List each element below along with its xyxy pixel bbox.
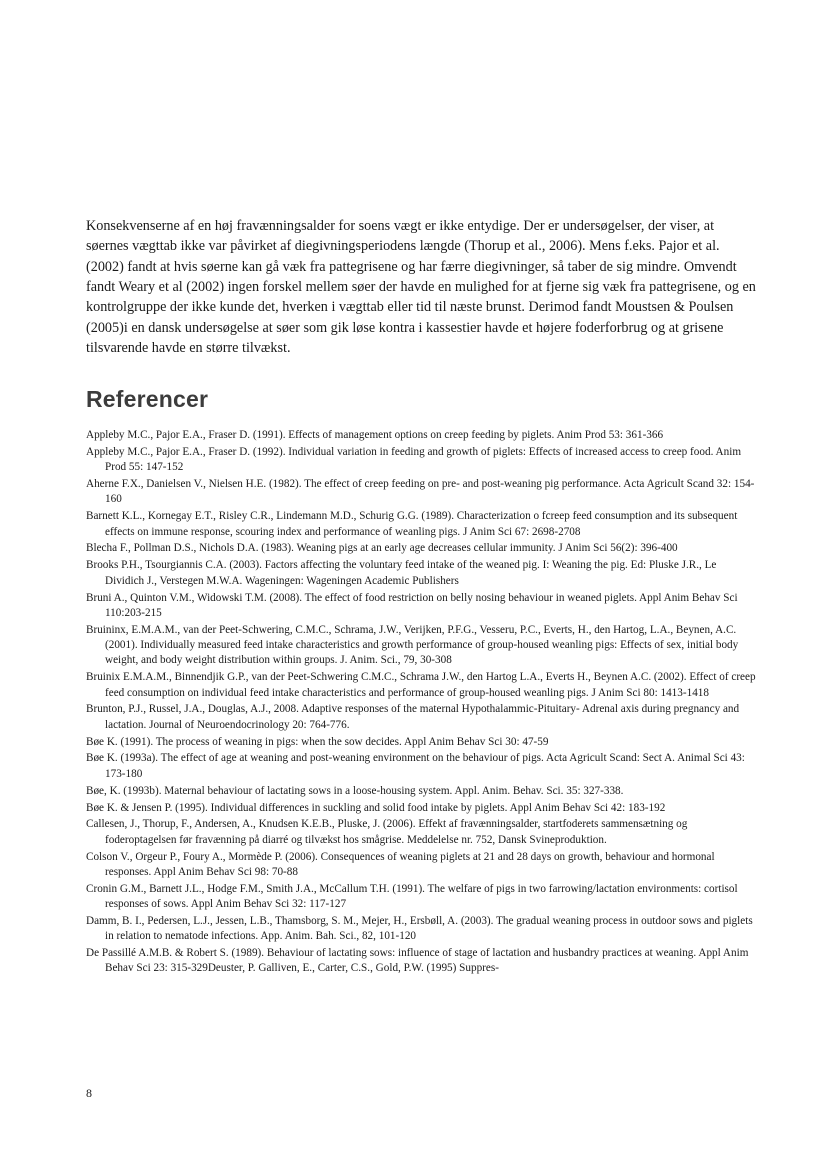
reference-item: Bøe K. (1991). The process of weaning in pigs: when the sow decides. Appl Anim Behav Sci 30: 47-59 xyxy=(86,735,549,748)
reference-item: Bøe K. & Jensen P. (1995). Individual differences in suckling and solid food intake by piglets. Appl Anim Behav Sci 42: 183-192 xyxy=(86,801,666,814)
reference-item: Bruni A., Quinton V.M., Widowski T.M. (2008). The effect of food restriction on belly nosing behaviour in weaned piglets. Appl Anim Behav Sci 110:203-215 xyxy=(86,591,738,619)
page-number: 8 xyxy=(86,1086,92,1100)
reference-item: Blecha F., Pollman D.S., Nichols D.A. (1983). Weaning pigs at an early age decreases cellular immunity. J Anim Sci 56(2): 396-400 xyxy=(86,542,678,555)
reference-item: Bruininx, E.M.A.M., van der Peet-Schwering, C.M.C., Schrama, J.W., Verijken, P.F.G., Vesseru, P.C., Everts, H., den Hartog, L.A., Beynen, A.C.(2001). Individually measured feed intake characteristics and growth performance of group-housed weanling pigs: Effects of sex, initial body weight, and body weight distribution within groups. J. Anim. Sci., 79, 30-308 xyxy=(86,623,739,667)
reference-item: Callesen, J., Thorup, F., Andersen, A., Knudsen K.E.B., Pluske, J. (2006). Effekt af fravænningsalder, startfoderets sammensætning og foderoptagelsen før fravænning på diarré og tilvækst hos smågrise. Meddelelse nr. 752, Dansk Svineproduktion. xyxy=(86,818,688,846)
reference-item: Cronin G.M., Barnett J.L., Hodge F.M., Smith J.A., McCallum T.H. (1991). The welfare of pigs in two farrowing/lactation environments: cortisol responses of sows. Appl Anim Behav Sci 32: 117-127 xyxy=(86,882,738,911)
reference-item: Appleby M.C., Pajor E.A., Fraser D. (1992). Individual variation in feeding and growth of piglets: Effects of increased access to creep food. Anim Prod 55: 147-152 xyxy=(86,445,742,474)
reference-item: Bruinix E.M.A.M., Binnendjik G.P., van der Peet-Schwering C.M.C., Schrama J.W., den Hartog L.A., Everts H., Beynen A.C. (2002). Effect of creep feed consumption on individual feed intake characteristics and performance of group-housed weanling pigs. J Anim Sci 80: 1413-1418 xyxy=(86,671,756,699)
reference-item: Brunton, P.J., Russel, J.A., Douglas, A.J., 2008. Adaptive responses of the maternal Hypothalammic-Pituitary- Adrenal axis during pregnancy and lactation. Journal of Neuroendocrinology 20: 764-776. xyxy=(86,703,740,731)
reference-item: Barnett K.L., Kornegay E.T., Risley C.R., Lindemann M.D., Schurig G.G. (1989). Characterization o fcreep feed consumption and its subsequent effects on immune response, scouring index and performance of weanling pigs. J Anim Sci 67: 2698-2708 xyxy=(86,510,738,538)
reference-item: Bøe K. (1993a). The effect of age at weaning and post-weaning environment on the behaviour of pigs. Acta Agricult Scand: Sect A. Animal Sci 43: 173-180 xyxy=(86,752,745,780)
reference-item: Colson V., Orgeur P., Foury A., Mormède P. (2006). Consequences of weaning piglets at 21 and 28 days on growth, behaviour and hormonal responses. Appl Anim Behav Sci 98: 70-88 xyxy=(86,850,715,878)
reference-item: De Passillé A.M.B. & Robert S. (1989). Behaviour of lactating sows: influence of stage of lactation and husbandry practices at weaning. Appl Anim Behav Sci 23: 315-329Deuster, P. Galliven, E., Carter, C.S., Gold, P.W. (1995) Suppres- xyxy=(86,947,749,975)
reference-list xyxy=(86,428,758,978)
reference-item: Brooks P.H., Tsourgiannis C.A. (2003). Factors affecting the voluntary feed intake of the weaned pig. I: Weaning the pig. Ed: Pluske J.R., Le Dividich J., Verstegen M.W.A. Wageningen: Wageningen Academic Publishers xyxy=(86,559,717,587)
section-heading: Referencer xyxy=(86,386,209,412)
reference-item: Aherne F.X., Danielsen V., Nielsen H.E. (1982). The effect of creep feeding on pre- and post-weaning pig performance. Acta Agricult Scand 32: 154-160 xyxy=(86,478,755,506)
reference-item: Bøe, K. (1993b). Maternal behaviour of lactating sows in a loose-housing system. Appl. Anim. Behav. Sci. 35: 327-338. xyxy=(86,784,624,797)
reference-item: Appleby M.C., Pajor E.A., Fraser D. (1991). Effects of management options on creep feeding by piglets. Anim Prod 53: 361-366 xyxy=(86,429,664,441)
intro-paragraph: Konsekvenserne af en høj fravænningsalder for soens vægt er ikke entydige. Der er undersøgelser, der viser, at søernes vægttab ikke var påvirket af diegivningsperiodens længde (Thorup et al., 2006). Mens f.eks. Pajor et al. (2002) fandt at hvis søerne kan gå væk fra pattegrisene og har færre diegivninger, så taber de sig mindre. Omvendt fandt Weary et al (2002) ingen forskel mellem søer der havde en mulighed for at fjerne sig væk fra pattegrisene, og en kontrolgruppe der ikke kunde det, hverken i vægttab eller tid til næste brunst. Derimod fandt Moustsen & Poulsen (2005)i en dansk undersøgelse at søer som gik løse kontra i kassestier havde et højere foderforbrug og at grisene tilsvarende havde en større tilvækst. xyxy=(86,218,756,356)
reference-item: Damm, B. I., Pedersen, L.J., Jessen, L.B., Thamsborg, S. M., Mejer, H., Ersbøll, A. (2003). The gradual weaning process in outdoor sows and piglets in relation to nematode infections. App. Anim. Bah. Sci., 82, 101-120 xyxy=(86,915,753,943)
